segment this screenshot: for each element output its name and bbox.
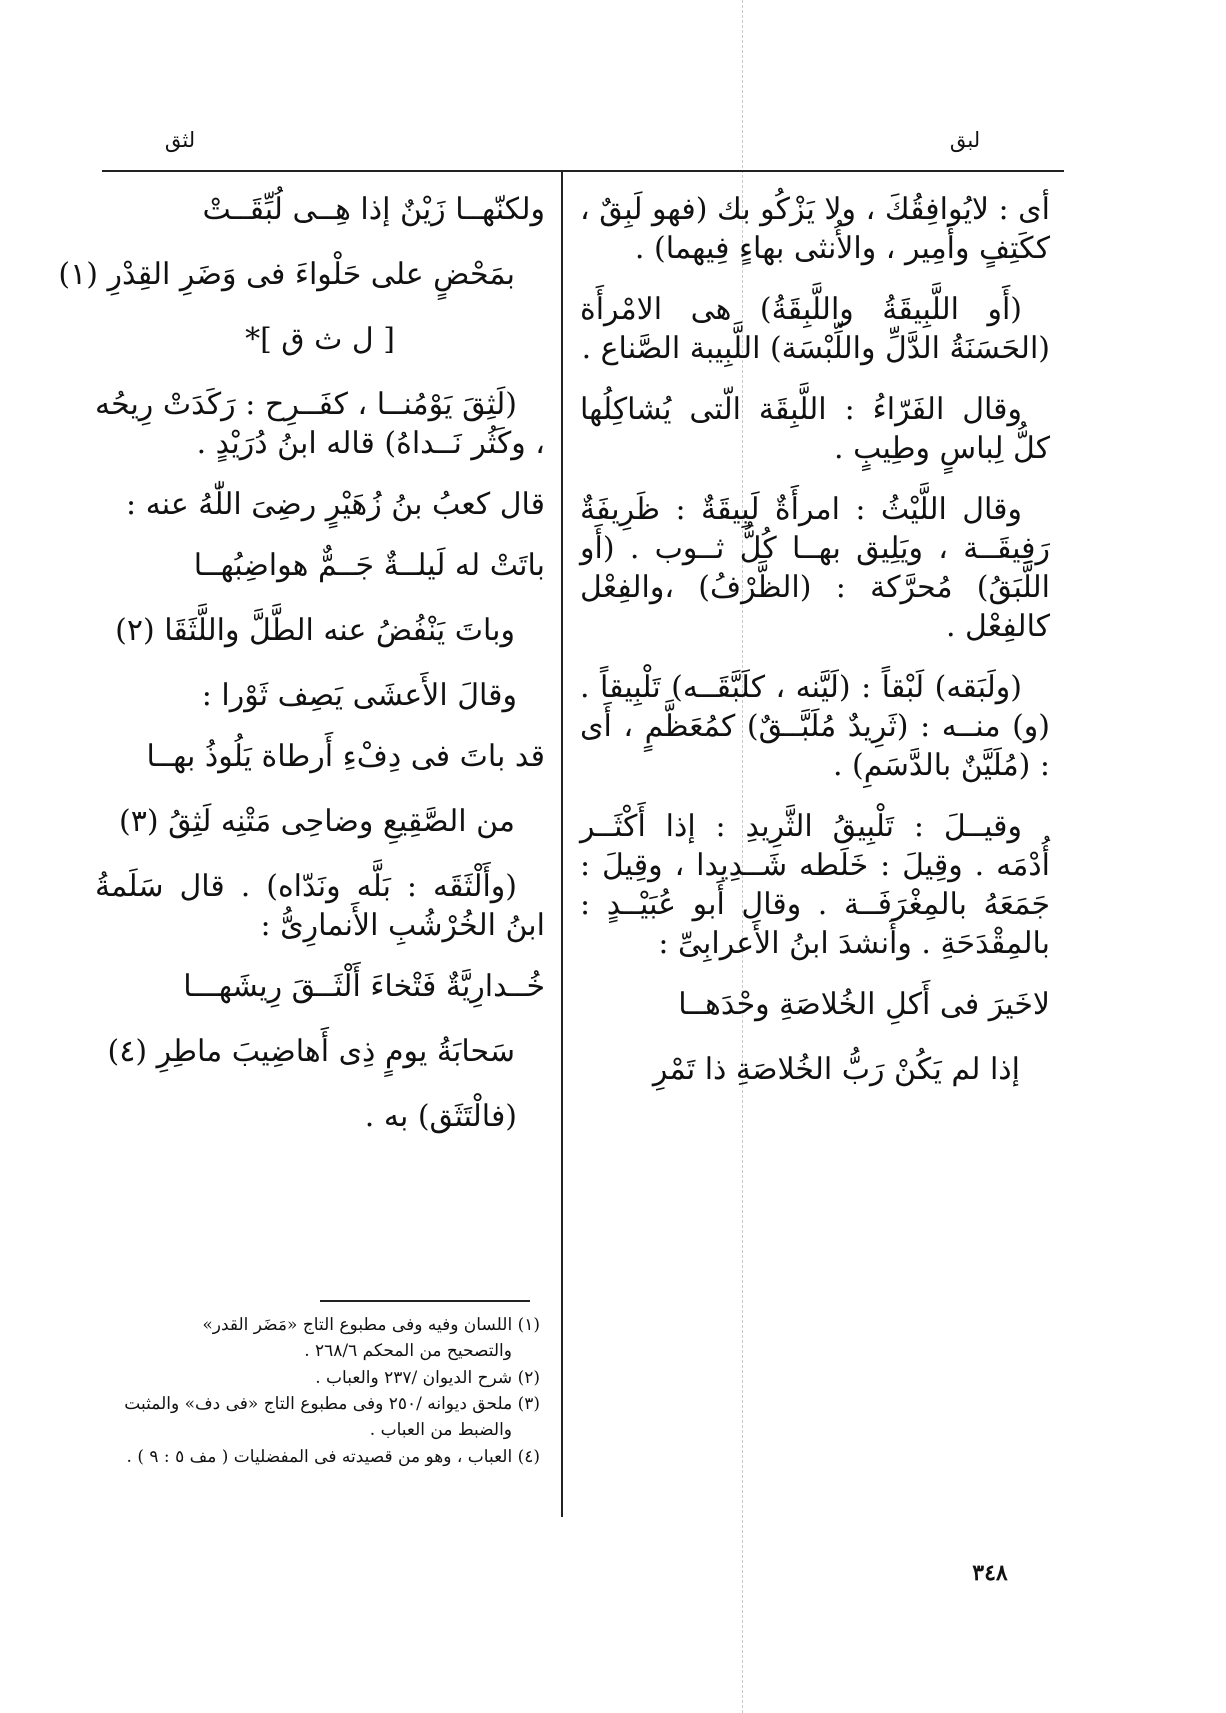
footnote-continuation: والضبط من العباب . bbox=[369, 1420, 512, 1441]
footnote: (٤) العباب ، وهو من قصيدته فى المفضليات ( مف ٥ : ٩ ) . bbox=[126, 1446, 540, 1467]
column-divider bbox=[561, 172, 563, 1517]
entry-heading: [ ل ث ق ]* bbox=[245, 322, 395, 357]
verse-line: قد باتَ فى دِفْءِ أَرطاة يَلُوذُ بهــا bbox=[146, 739, 545, 774]
verse-line: ولكنّهــا زَيْنٌ إذا هِــى لُبِّقَــتْ bbox=[202, 192, 545, 227]
verse-line: وباتَ يَنْفُضُ عنه الطَّلَّ واللَّثَقَا (٢) bbox=[115, 613, 515, 648]
paragraph: (أَو اللَّبِيقَةُ واللَّبِقَةُ) هى الامْرأَة (الحَسَنَةُ الدَّلِّ واللِّبْسَة) اللَّبِيبة الصَّناع . bbox=[580, 292, 1050, 366]
footnote: (١) اللسان وفيه وفى مطبوع التاج «مَضَر القدر» bbox=[202, 1315, 540, 1335]
footnote: (٣) ملحق ديوانه /٢٥٠ وفى مطبوع التاج «فى دف» والمثبت bbox=[124, 1394, 540, 1415]
header-root-right: لبق bbox=[949, 128, 981, 152]
verse-line: لاخَيرَ فى أَكلِ الخُلاصَةِ وحْدَهــا bbox=[678, 987, 1050, 1022]
paragraph: (لَثِقَ يَوْمُنــا ، كفَــرِح : رَكَدَتْ رِيحُه ، وكَثُر نَــداهُ) قاله ابنُ دُرَيْدٍ . bbox=[95, 387, 545, 461]
footnote-rule bbox=[320, 1300, 530, 1302]
left-column bbox=[58, 190, 545, 1158]
header-root-left: لثق bbox=[164, 128, 196, 152]
footnotes bbox=[92, 1312, 540, 1470]
paragraph: وقال الفَرّاءُ : اللَّبِقَة الّتى يُشاكِلُها كلُّ لِباسٍ وطِيبٍ . bbox=[580, 392, 1050, 466]
verse-line: باتَتْ له لَيلــةٌ جَــمٌّ هواضِبُهــا bbox=[193, 548, 545, 583]
paragraph: (فالْتَثَق) به . bbox=[364, 1099, 517, 1134]
footnote-continuation: والتصحيح من المحكم ٢٦٨/٦ . bbox=[304, 1341, 512, 1362]
paragraph: وقال اللَّيْثُ : امرأَةٌ لَبِيقَةٌ : ظَرِيفَةٌ رَفِيقَــة ، ويَلِيق بهــا كُلُّ ثــوب . (أَو اللَّبَقُ) مُحرَّكة : (الظَّرْفُ) ،والفِعْل كالفِعْل . bbox=[580, 492, 1050, 644]
verse-line: إذا لم يَكُنْ رَبُّ الخُلاصَةِ ذا تَمْرِ bbox=[652, 1052, 1020, 1087]
paragraph: (ولَبَقه) لَبْقاً : (لَيَّنه ، كلَبَّقَــه) تَلْبِيقاً . (و) منــه : (ثَرِيدٌ مُلَبَّــقٌ) كمُعَظَّمٍ ، أَى : (مُلَيَّنٌ بالدَّسَمِ) . bbox=[580, 670, 1050, 783]
right-column bbox=[580, 190, 1050, 1115]
header-rule bbox=[102, 170, 1064, 172]
verse-line: من الصَّقِيعِ وضاحِى مَتْنِه لَثِقُ (٣) bbox=[119, 804, 515, 839]
verse-line: بمَحْضٍ على حَلْواءَ فى وَضَرِ القِدْرِ (١) bbox=[58, 257, 515, 292]
paragraph: قال كعبُ بنُ زُهَيْرٍ رضِىَ اللّٰهُ عنه : bbox=[126, 487, 545, 522]
footnote: (٢) شرح الديوان /٢٣٧ والعباب . bbox=[315, 1367, 540, 1388]
verse-line: سَحابَةُ يومٍ ذِى أَهاضِيبَ ماطِرِ (٤) bbox=[107, 1034, 515, 1069]
verse-line: خُــدارِيَّةٌ فَتْخاءَ أَلْثَــقَ رِيشَهـــا bbox=[183, 969, 545, 1004]
paragraph: (وأَلْثَقَه : بَلَّه ونَدّاه) . قال سَلَمةُ ابنُ الخُرْشُبِ الأَنمارِىُّ : bbox=[95, 869, 545, 943]
paragraph: أى : لايُوافِقُكَ ، ولا يَزْكُو بك (فهو لَبِقٌ ، ككَتِفٍ وأَمِير ، والأُنثى بهاءٍ فِيهما) . bbox=[580, 192, 1050, 266]
paragraph: وقالَ الأَعشَى يَصِف ثَوْرا : bbox=[201, 678, 517, 713]
paragraph: وقيــلَ : تَلْبِيقُ الثَّرِيدِ : إذا أَكْثَــر أُدْمَه . وقِيلَ : خَلَطه شَــدِيدا ، وقِيلَ : جَمَعَهُ بالمِغْرَفَــة . وقال أَبو عُبَيْــدٍ : بالمِقْدَحَةِ . وأَنشدَ ابنُ الأَعرابِىِّ : bbox=[580, 809, 1050, 961]
page-number: ٣٤٨ bbox=[972, 1560, 1008, 1586]
